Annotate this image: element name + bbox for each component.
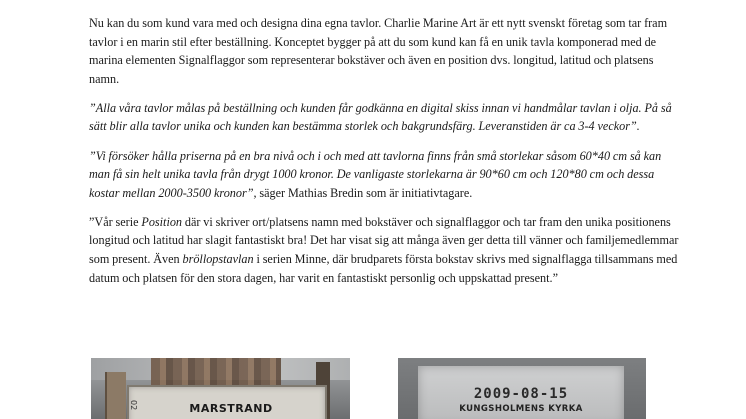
- painting-title: MARSTRAND: [189, 402, 273, 415]
- series-text-c: i serien Minne, där brudparets första bokstav skrivs med signalflagga tillsammans med datum och platsen för den stora dagen, har varit en fantastiskt personlig och uppskattad present.”: [89, 252, 678, 285]
- painting-place: KUNGSHOLMENS KYRKA: [459, 404, 583, 414]
- photo-wedding-painting: [398, 358, 646, 419]
- painting-side-label: 02: [129, 399, 138, 411]
- paragraph-quote-prices: [89, 147, 679, 203]
- paragraph-position-series: [89, 213, 679, 287]
- series-text-b: där vi skriver ort/platsens namn med bokstäver och signalflaggor och tar fram den unika positionens longitud och latitud har slagit fantastiskt bra! Det har visat sig att många även ger detta till vänner och familjemedlemmar som present. Även: [89, 214, 679, 267]
- paragraph-quote-ordering: ”Alla våra tavlor målas på beställning och kunden får godkänna en digital skiss innan vi handmålar tavlan i olja. På så sätt blir alla tavlor unika och kunden kan bestämma storlek och bakgrundsfärg. Leveranstiden är ca 3-4 veckor”.: [89, 100, 672, 134]
- painting-date: 2009-08-15: [473, 386, 569, 402]
- article-body: [89, 14, 679, 287]
- price-quote: ”Vi försöker hålla priserna på en bra nivå och i och med att tavlorna finns från små storlekar såsom 60*40 cm så kan man få sin helt unika tavla från drygt 1000 kronor. De vanligaste storlekarna är 90*60 cm och 120*80 cm och dessa kostar mellan 2000-3500 kronor”,: [89, 148, 662, 200]
- series-name-wedding: bröllopstavlan: [182, 252, 254, 267]
- paragraph-intro: Nu kan du som kund vara med och designa dina egna tavlor. Charlie Marine Art är ett nytt svenskt företag som tar fram tavlor i en marin stil efter beställning. Konceptet bygger på att du som kund kan få en unik tavla komponerad med de marina elementen Signalflaggor som representerar bokstäver och även en position dvs. longitud, latitud och platsens namn.: [89, 16, 668, 86]
- series-name-position: Position: [141, 214, 183, 229]
- photo-marstrand-painting: [91, 358, 350, 419]
- wooden-post: [105, 372, 126, 419]
- price-attribution: säger Mathias Bredin som är initiativtagare.: [256, 185, 473, 200]
- series-text-a: ”Vår serie: [89, 214, 142, 229]
